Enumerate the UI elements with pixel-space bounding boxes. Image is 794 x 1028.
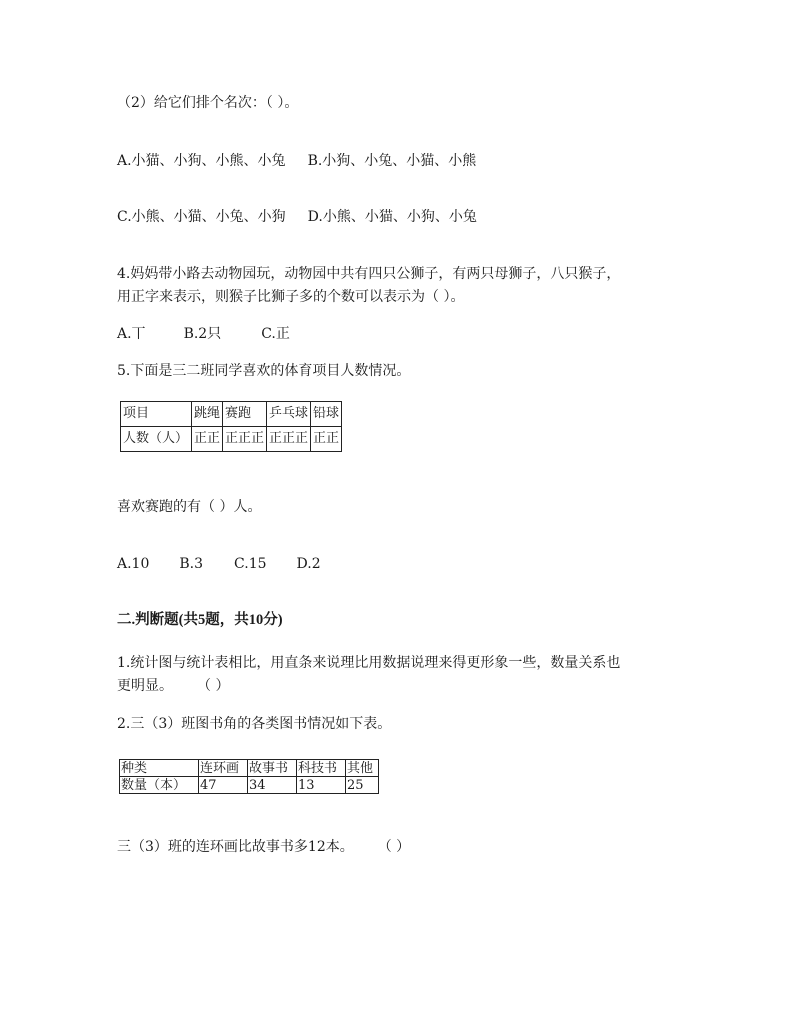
section-heading: 二.判断题(共5题，共10分): [117, 612, 283, 628]
header-cell: 种类: [120, 760, 199, 777]
option-c[interactable]: C.正: [261, 326, 290, 342]
q3-options-row2: [117, 208, 477, 226]
j1-line2: [117, 677, 229, 695]
header-cell: 其他: [346, 760, 379, 777]
q4-line1: 4.妈妈带小路去动物园玩，动物园中共有四只公狮子，有两只母狮子，八只猴子，: [117, 266, 621, 282]
table-row: [120, 777, 379, 794]
option-a[interactable]: A.10: [117, 556, 150, 572]
j1-line1: 1.统计图与统计表相比，用直条来说理比用数据说理来得更形象一些，数量关系也: [117, 655, 621, 671]
row-label: 数量（本）: [120, 777, 199, 794]
row-label: 人数（人）: [121, 427, 192, 452]
tally-cell: 正正: [192, 427, 223, 452]
q5-prompt: 5.下面是三二班同学喜欢的体育项目人数情况。: [117, 363, 411, 379]
header-cell: 赛跑: [223, 402, 267, 427]
header-cell: 科技书: [297, 760, 346, 777]
tally-cell: 正正正: [223, 427, 267, 452]
header-cell: 跳绳: [192, 402, 223, 427]
tally-cell: 正正正: [267, 427, 311, 452]
q5-question: 喜欢赛跑的有（ ）人。: [117, 499, 262, 515]
value-cell: 47: [199, 777, 248, 794]
header-cell: 故事书: [248, 760, 297, 777]
option-b[interactable]: B.小狗、小兔、小猫、小熊: [307, 153, 477, 169]
q4-line2: 用正字来表示，则猴子比狮子多的个数可以表示为（ ）。: [117, 289, 465, 305]
header-cell: 乒乓球: [267, 402, 311, 427]
answer-blank[interactable]: （ ）: [197, 678, 230, 694]
sports-tally-table: [120, 401, 342, 452]
j2-statement-line: [117, 838, 410, 856]
q5-options: [117, 555, 321, 573]
header-cell: 项目: [121, 402, 192, 427]
books-table: [119, 759, 379, 794]
option-b[interactable]: B.2只: [183, 326, 222, 342]
option-b[interactable]: B.3: [179, 556, 204, 572]
value-cell: 34: [248, 777, 297, 794]
header-cell: 连环画: [199, 760, 248, 777]
q3-part2-prompt: （2）给它们排个名次：（ ）。: [117, 95, 299, 111]
table-header-row: [121, 402, 342, 427]
option-c[interactable]: C.15: [234, 556, 267, 572]
table-row: [121, 427, 342, 452]
option-a[interactable]: A.小猫、小狗、小熊、小兔: [117, 153, 286, 169]
option-c[interactable]: C.小熊、小猫、小兔、小狗: [117, 209, 286, 225]
j2-statement: 三（3）班的连环画比故事书多12本。: [117, 839, 354, 855]
option-d[interactable]: D.小熊、小猫、小狗、小兔: [307, 209, 477, 225]
value-cell: 13: [297, 777, 346, 794]
answer-blank[interactable]: （ ）: [377, 839, 411, 855]
table-header-row: [120, 760, 379, 777]
j1-line2-text: 更明显。: [117, 678, 173, 694]
option-a[interactable]: A.丅: [117, 326, 146, 342]
q3-options-row1: [117, 152, 476, 170]
j2-prompt: 2.三（3）班图书角的各类图书情况如下表。: [117, 716, 392, 732]
q4-options: [117, 325, 290, 343]
tally-cell: 正正: [311, 427, 342, 452]
header-cell: 铅球: [311, 402, 342, 427]
value-cell: 25: [346, 777, 379, 794]
option-d[interactable]: D.2: [296, 556, 321, 572]
